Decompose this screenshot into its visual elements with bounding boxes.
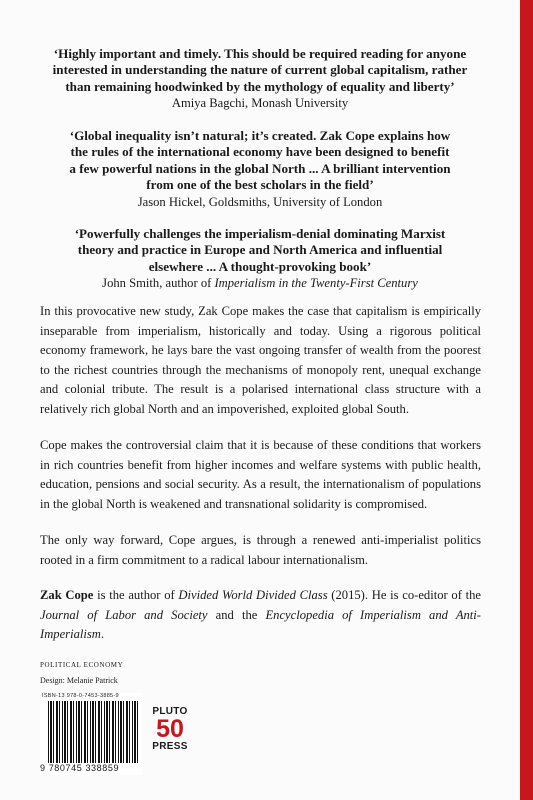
quote-1-attribution: Amiya Bagchi, Monash University	[171, 96, 349, 111]
quote-3-line-3: elsewhere ... A thought-provoking book’	[148, 258, 372, 274]
quote-3-line-2: theory and practice in Europe and North America and influential	[77, 242, 443, 258]
quote-2-line-3: a few powerful nations in the global North ... A brilliant intervention	[69, 160, 451, 176]
barcode-number: 9 780745 338859	[40, 763, 120, 773]
quote-1-line-2: interested in understanding the nature of current global capitalism, rather	[52, 62, 468, 78]
author-name: Zak Cope	[40, 588, 94, 602]
quote-1-line-3: than remaining hoodwinked by the mythology of equality and liberty’	[65, 78, 455, 94]
quote-2-line-2: the rules of the international economy have been designed to benefit	[70, 144, 450, 160]
quote-3-attribution-book-title: Imperialism in the Twenty-First Century	[214, 276, 418, 291]
book-title: Divided World Divided Class	[178, 588, 328, 602]
category-label: POLITICAL ECONOMY	[40, 661, 124, 669]
encyclopedia-title: Encyclopedia of Imperialism and Anti-Imperialism	[40, 607, 481, 642]
blurb-paragraph-3: The only way forward, Cope argues, is through a renewed anti-imperialist politics rooted in a firm commitment to a radical labour internationalism.	[40, 533, 481, 567]
isbn-barcode	[40, 693, 142, 775]
logo-number: 50	[156, 715, 184, 743]
barcode-bars	[48, 701, 140, 763]
logo-bottom-text: PRESS	[152, 741, 188, 752]
quote-3-line-1: ‘Powerfully challenges the imperialism-denial dominating Marxist	[74, 226, 446, 241]
endorsement-quote-2	[40, 128, 480, 210]
quote-2-line-1: ‘Global inequality isn’t natural; it’s created. Zak Cope explains how	[69, 128, 451, 143]
blurb-paragraph-2: Cope makes the controversial claim that it is because of these conditions that workers in rich countries benefit from higher incomes and welfare systems with public health, education, pensions and social security. As a result, the internationalism of populations in the global North is weakened and transnational solidarity is compromised.	[40, 438, 481, 511]
spine-edge	[520, 0, 533, 800]
isbn-text: ISBN-13 978-0-7453-3885-9	[42, 693, 119, 699]
pluto-press-logo	[148, 706, 192, 752]
quote-2-attribution: Jason Hickel, Goldsmiths, University of London	[137, 194, 383, 209]
journal-title: Journal of Labor and Society	[40, 607, 208, 622]
design-credit: Design: Melanie Patrick	[40, 676, 118, 685]
author-bio-paragraph: Zak Cope is the author of Divided World Divided Class (2015). He is co-editor of the Journal of Labor and Society and the Encyclopedia of Imperialism and Anti-Imperialism.	[40, 588, 481, 642]
quote-3-attribution	[40, 275, 480, 291]
endorsement-quote-3	[40, 226, 480, 292]
endorsement-quote-1	[40, 46, 480, 112]
quote-1-line-1: ‘Highly important and timely. This should be required reading for anyone	[53, 46, 467, 61]
quote-3-attribution-author: John Smith, author of	[102, 276, 215, 291]
blurb-paragraph-1: In this provocative new study, Zak Cope makes the case that capitalism is empirically inseparable from imperialism, historically and today. Using a rigorous political economy framework, he lays bare the vast ongoing transfer of wealth from the poorest to the richest countries through the mechanisms of monopoly rent, unequal exchange and colonial tribute. The result is a polarised international class structure with a relatively rich global North and an impoverished, exploited global South.	[40, 304, 481, 416]
quote-2-line-4: from one of the best scholars in the field’	[146, 177, 374, 193]
logo-top-text: PLUTO	[152, 706, 188, 717]
